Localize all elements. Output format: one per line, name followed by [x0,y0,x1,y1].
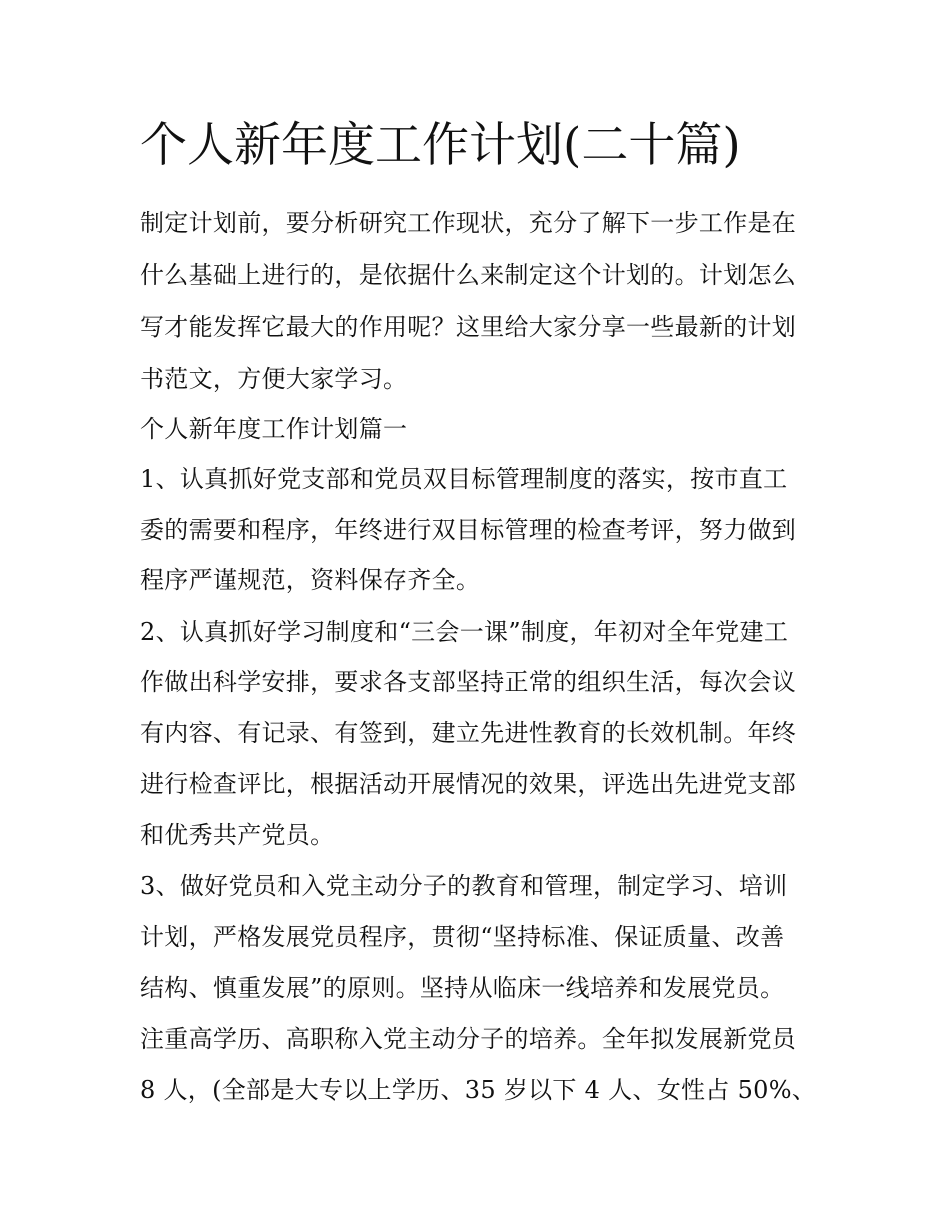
body-line-15: 计划，严格发展党员程序，贯彻“坚持标准、保证质量、改善 [140,923,785,951]
body-line-11: 有内容、有记录、有签到，建立先进性教育的长效机制。年终 [140,719,797,747]
body-line-12: 进行检查评比，根据活动开展情况的效果，评选出先进党支部 [140,770,797,798]
body-line-17: 注重高学历、高职称入党主动分子的培养。全年拟发展新党员 [140,1025,797,1053]
section-heading: 个人新年度工作计划篇一 [140,415,408,443]
body-line-8: 程序严谨规范，资料保存齐全。 [140,566,481,594]
body-line-18: 8 人，(全部是大专以上学历、35 岁以下 4 人、女性占 50%、 [140,1076,817,1104]
body-line-13: 和优秀共产党员。 [140,821,335,849]
body-line-9: 2、认真抓好学习制度和“三会一课”制度，年初对全年党建工 [140,618,789,646]
body-line-1: 制定计划前，要分析研究工作现状，充分了解下一步工作是在 [140,209,797,237]
body-line-14: 3、做好党员和入党主动分子的教育和管理，制定学习、培训 [140,872,788,900]
body-line-6: 1、认真抓好党支部和党员双目标管理制度的落实，按市直工 [140,465,788,493]
body-line-7: 委的需要和程序，年终进行双目标管理的检查考评，努力做到 [140,516,797,544]
body-line-3: 写才能发挥它最大的作用呢？这里给大家分享一些最新的计划 [140,313,797,341]
body-line-4: 书范文，方便大家学习。 [140,365,408,393]
body-line-2: 什么基础上进行的，是依据什么来制定这个计划的。计划怎么 [140,261,797,289]
body-line-10: 作做出科学安排，要求各支部坚持正常的组织生活，每次会议 [140,668,797,696]
body-line-16: 结构、慎重发展”的原则。坚持从临床一线培养和发展党员。 [140,974,785,1002]
document-title: 个人新年度工作计划(二十篇) [140,118,741,173]
